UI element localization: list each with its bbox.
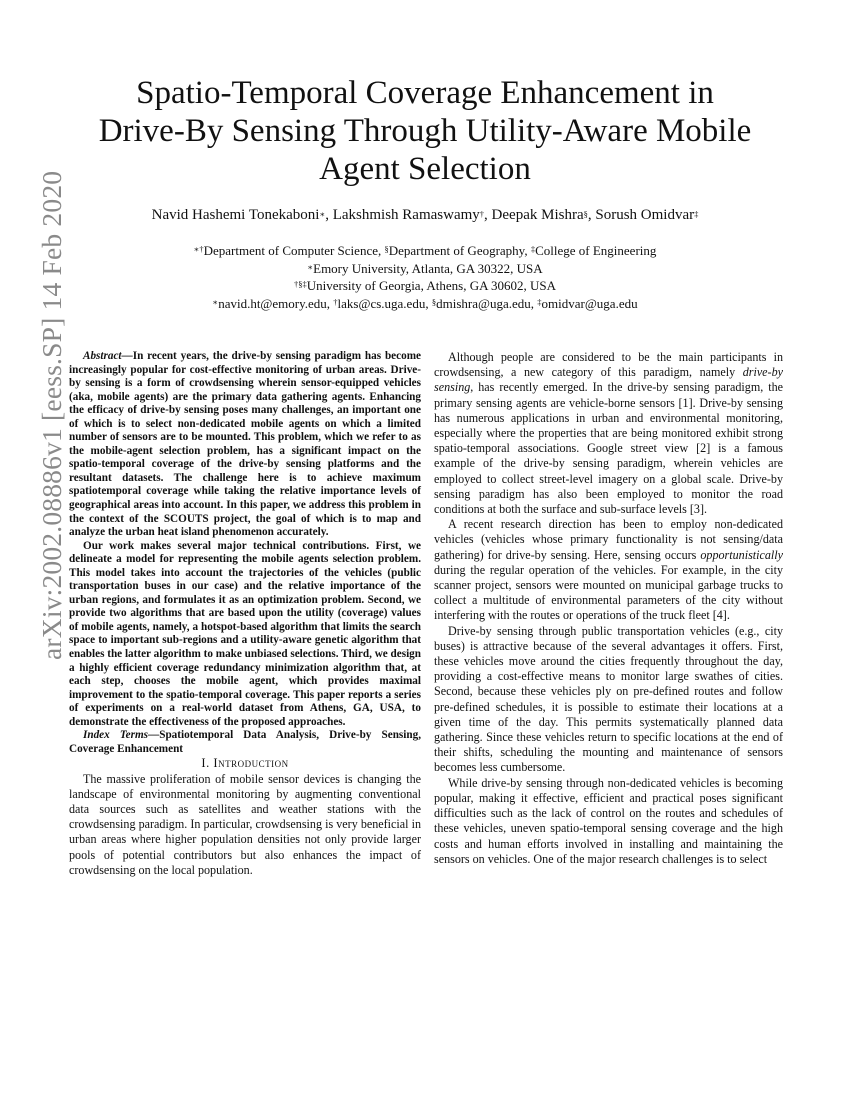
department-geography: Department of Geography,	[388, 243, 531, 258]
affiliation-mark: ‡	[530, 244, 536, 254]
index-terms	[69, 729, 421, 756]
abstract-lead: Abstract	[83, 350, 122, 362]
abstract-paragraph: Our work makes several major technical contributions. First, we delineate a model for representing the mobile agents selection problem. This model takes into account the trajectories of the vehicles (public transportation buses in our case) and the relative importance of the urban regions, and formulates it as an optimization problem. Second, we provide two algorithms that are based upon the utility (coverage) values of mobile agents, namely, a hotspot-based algorithm that limits the search space to important sub-regions and a utility-aware genetic algorithm that enables the latter algorithm to make unbiased selections. Third, we design a highly efficient coverage redundancy minimization algorithm that, at each step, chooses the mobile agent, which provides maximal improvement to the spatio-temporal coverage. This paper reports a series of experiments on a real-world dataset from Athens, GA, USA, to demonstrate the effectiveness of the proposed approaches.	[69, 539, 421, 728]
index-terms-text: —Spatiotemporal Data Analysis, Drive-by Sensing, Coverage Enhancement	[69, 729, 421, 755]
author-emails	[70, 295, 780, 313]
department-cs: Department of Computer Science,	[203, 243, 385, 258]
title-line: Agent Selection	[319, 151, 531, 187]
text-run: during the regular operation of the vehicles. For example, in the city scanner project, sensors were mounted on municipal garbage trucks to collect a multitude of environmental parameters of the city without interfering with the routes or operations of the truck fleet [4].	[434, 562, 783, 623]
abstract	[69, 350, 421, 729]
department-engineering: College of Engineering	[535, 243, 657, 258]
body-paragraph: Drive-by sensing through public transportation vehicles (e.g., city buses) is attractive because of the several advantages it offers. First, these vehicles move around the cities frequently throughout the day, providing a cost-effective means to monitor large swathes of cities. Second, because these vehicles ply on pre-defined routes and follow pre-defined schedules, it is possible to estimate their locations at a given time of the day. This permits systematically planned data gathering. Since these vehicles return to specific locations at the end of their shifts, scheduling the mounting and maintenance of sensors becomes less cumbersome.	[434, 623, 783, 775]
author-name: Deepak Mishra	[491, 207, 584, 223]
affiliation-departments	[70, 242, 780, 260]
email: omidvar@uga.edu	[541, 295, 638, 311]
author-name: Navid Hashemi Tonekaboni	[151, 207, 320, 223]
emphasis-text: opportunistically	[700, 547, 783, 562]
affiliation-mark: ‡	[537, 296, 542, 307]
affiliation-mark: ∗	[212, 296, 219, 307]
affiliation-mark: ∗	[307, 261, 314, 272]
email: laks@cs.uga.edu,	[337, 295, 432, 311]
affiliation-mark: §	[384, 244, 389, 254]
body-paragraph: While drive-by sensing through non-dedicated vehicles is becoming popular, making it effective, efficient and practical poses significant difficulties such as the lack of control on the routes and schedules of these vehicles, uneven spatio-temporal sensing coverage and the high costs and human efforts involved in installing and maintaining the sensors on vehicles. One of the major research challenges is to select	[434, 775, 783, 866]
body-paragraph	[434, 350, 783, 517]
author-mark: ‡	[694, 209, 699, 219]
arxiv-identifier-stamp: arXiv:2002.08886v1 [eess.SP] 14 Feb 2020	[36, 170, 67, 660]
title-line: Spatio-Temporal Coverage Enhancement in	[136, 75, 714, 111]
section-numeral: I.	[201, 756, 214, 771]
body-paragraph	[434, 517, 783, 623]
left-column	[69, 350, 421, 878]
title-line: Drive-By Sensing Through Utility-Aware Mobile	[98, 113, 752, 149]
right-column	[434, 350, 783, 867]
text-run: , has recently emerged. In the drive-by sensing paradigm, the primary sensing agents are vehicle-borne sensors [1]. Drive-by sensing has numerous applications in urban and environmental monitoring, especially where the properties that are being monitored exhibit strong spatio-temporal associations. Google street view [2] is a famous example of the drive-by sensing paradigm, wherein vehicles are employed to collect street-level imagery on a global scale. Drive-by sensing paradigm has also been employed to monitor the road conditions at both the surface and sub-surface levels [3].	[434, 380, 783, 517]
affiliation-mark: †	[333, 296, 338, 307]
abstract-text: —In recent years, the drive-by sensing paradigm has become increasingly popular for cost-effective monitoring of urban areas. Drive-by sensing is a form of crowdsensing wherein sensor-equipped vehicles (aka, mobile agents) are the primary data gathering agents. Enhancing the efficacy of drive-by sensing poses many challenges, an important one of which is to select non-dedicated mobile agents on which a limited number of sensors are to be mounted. This problem, which we refer to as the mobile-agent selection problem, has a significant impact on the spatio-temporal coverage of the drive-by sensing platforms and the resultant datasets. The challenge here is to achieve maximum spatiotemporal coverage while taking the relative importance levels of geographical areas into account. In this paper, we address this problem in the context of the SCOUTS project, the goal of which is to map and analyze the urban heat island phenomenon accurately.	[69, 350, 421, 539]
body-paragraph: The massive proliferation of mobile sensor devices is changing the landscape of environmental monitoring by augmenting conventional data sources such as satellites and weather stations with the crowdsensing paradigm. In particular, crowdsensing is very beneficial in urban areas where higher population densities not only provide larger pools of potential contributors but also enhances the impact of crowdsensing on the local population.	[69, 771, 421, 877]
author-mark: †	[479, 209, 485, 219]
affiliation-text: University of Georgia, Athens, GA 30602, USA	[306, 278, 557, 293]
section-title: Introduction	[213, 756, 289, 771]
author-name: Lakshmish Ramaswamy	[332, 207, 480, 223]
affiliation-emory	[70, 260, 780, 278]
affiliation-mark: †§‡	[293, 279, 307, 289]
author-name: Sorush Omidvar	[595, 207, 695, 223]
author-mark: §	[583, 209, 588, 219]
emphasis-text: drive-by sensing	[434, 365, 783, 395]
email: dmishra@uga.edu,	[436, 295, 538, 311]
section-heading	[69, 756, 421, 771]
affiliation-mark: ∗†	[193, 244, 204, 254]
affiliation-text: Emory University, Atlanta, GA 30322, USA	[313, 260, 543, 276]
index-terms-lead: Index Terms	[83, 729, 149, 742]
author-mark: ∗	[319, 209, 326, 219]
text-run: A recent research direction has been to employ non-dedicated vehicles (vehicles whose primary functionality is not sensing/data gathering) for drive-by sensing. Here, sensing occurs	[434, 517, 783, 562]
affiliation-uga	[70, 277, 780, 295]
text-run: Although people are considered to be the main participants in crowdsensing, a new category of this paradigm, namely	[434, 350, 783, 380]
affiliations	[70, 242, 780, 312]
affiliation-mark: §	[431, 296, 437, 307]
email: navid.ht@emory.edu,	[218, 295, 334, 311]
paper-title	[70, 74, 780, 188]
abstract-paragraph	[69, 350, 421, 540]
author-list: Navid Hashemi Tonekaboni∗, Lakshmish Ramaswamy†, Deepak Mishra§, Sorush Omidvar‡	[151, 207, 699, 223]
